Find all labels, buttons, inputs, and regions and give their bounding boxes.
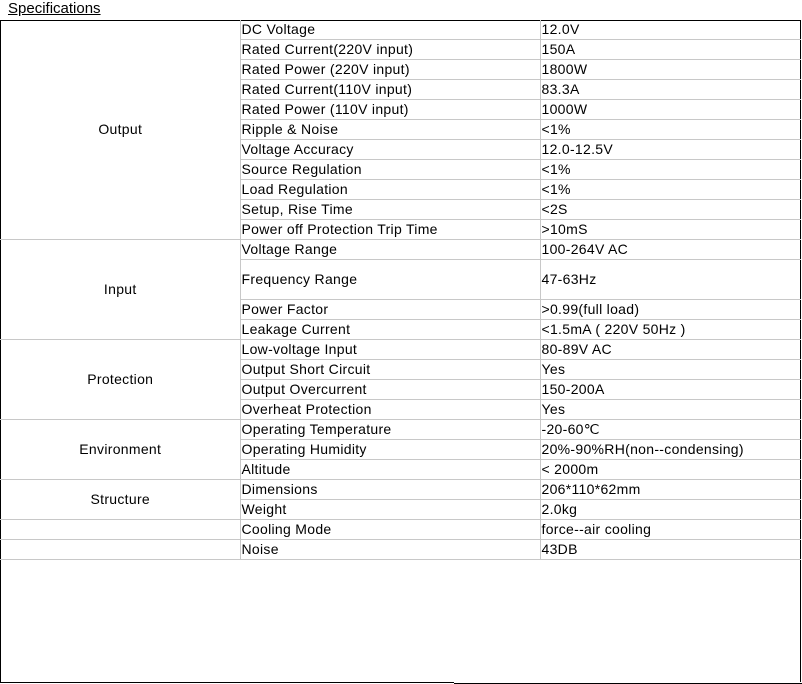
param-label: Operating Humidity xyxy=(240,440,540,460)
param-label: Source Regulation xyxy=(240,160,540,180)
param-value: 43DB xyxy=(540,540,801,560)
category-protection: Protection xyxy=(0,340,240,420)
param-label: Cooling Mode xyxy=(240,520,540,540)
table-row xyxy=(0,420,801,440)
param-value: 150A xyxy=(540,40,801,60)
param-label: Power off Protection Trip Time xyxy=(240,220,540,240)
category-empty xyxy=(0,540,240,560)
param-label: Output Overcurrent xyxy=(240,380,540,400)
param-label: DC Voltage xyxy=(240,20,540,40)
param-label: Leakage Current xyxy=(240,320,540,340)
param-label: Power Factor xyxy=(240,300,540,320)
param-label: Altitude xyxy=(240,460,540,480)
param-label: Ripple & Noise xyxy=(240,120,540,140)
param-label: Rated Current(110V input) xyxy=(240,80,540,100)
param-value: -20-60℃ xyxy=(540,420,801,440)
category-structure: Structure xyxy=(0,480,240,520)
param-value: 20%-90%RH(non--condensing) xyxy=(540,440,801,460)
param-value: 12.0-12.5V xyxy=(540,140,801,160)
param-label: Voltage Range xyxy=(240,240,540,260)
param-value: force--air cooling xyxy=(540,520,801,540)
table-row xyxy=(0,520,801,540)
param-value: <1% xyxy=(540,160,801,180)
category-input: Input xyxy=(0,240,240,340)
page-title: Specifications xyxy=(8,0,101,17)
param-value: 1800W xyxy=(540,60,801,80)
param-label: Dimensions xyxy=(240,480,540,500)
param-value: Yes xyxy=(540,400,801,420)
table-row xyxy=(0,240,801,260)
param-value: <1% xyxy=(540,120,801,140)
param-label: Low-voltage Input xyxy=(240,340,540,360)
param-value: Yes xyxy=(540,360,801,380)
specifications-table xyxy=(0,20,801,560)
param-label: Rated Power (220V input) xyxy=(240,60,540,80)
param-value: 150-200A xyxy=(540,380,801,400)
table-row xyxy=(0,480,801,500)
param-value: >0.99(full load) xyxy=(540,300,801,320)
param-value: 12.0V xyxy=(540,20,801,40)
category-output: Output xyxy=(0,20,240,240)
param-value: < 2000m xyxy=(540,460,801,480)
param-label: Output Short Circuit xyxy=(240,360,540,380)
param-value: 2.0kg xyxy=(540,500,801,520)
category-empty xyxy=(0,520,240,540)
param-label: Noise xyxy=(240,540,540,560)
table-row xyxy=(0,340,801,360)
param-label: Weight xyxy=(240,500,540,520)
frame-bottom-left xyxy=(0,682,454,683)
param-value: >10mS xyxy=(540,220,801,240)
param-label: Load Regulation xyxy=(240,180,540,200)
param-value: <1% xyxy=(540,180,801,200)
param-label: Setup, Rise Time xyxy=(240,200,540,220)
param-label: Overheat Protection xyxy=(240,400,540,420)
param-label: Voltage Accuracy xyxy=(240,140,540,160)
param-label: Operating Temperature xyxy=(240,420,540,440)
param-label: Rated Power (110V input) xyxy=(240,100,540,120)
param-value: <2S xyxy=(540,200,801,220)
table-row xyxy=(0,540,801,560)
param-value: 1000W xyxy=(540,100,801,120)
param-value: 206*110*62mm xyxy=(540,480,801,500)
param-value: 47-63Hz xyxy=(540,260,801,300)
param-value: <1.5mA ( 220V 50Hz ) xyxy=(540,320,801,340)
param-value: 80-89V AC xyxy=(540,340,801,360)
param-label: Rated Current(220V input) xyxy=(240,40,540,60)
param-value: 83.3A xyxy=(540,80,801,100)
table-row xyxy=(0,20,801,40)
param-label: Frequency Range xyxy=(240,260,540,300)
category-environment: Environment xyxy=(0,420,240,480)
param-value: 100-264V AC xyxy=(540,240,801,260)
